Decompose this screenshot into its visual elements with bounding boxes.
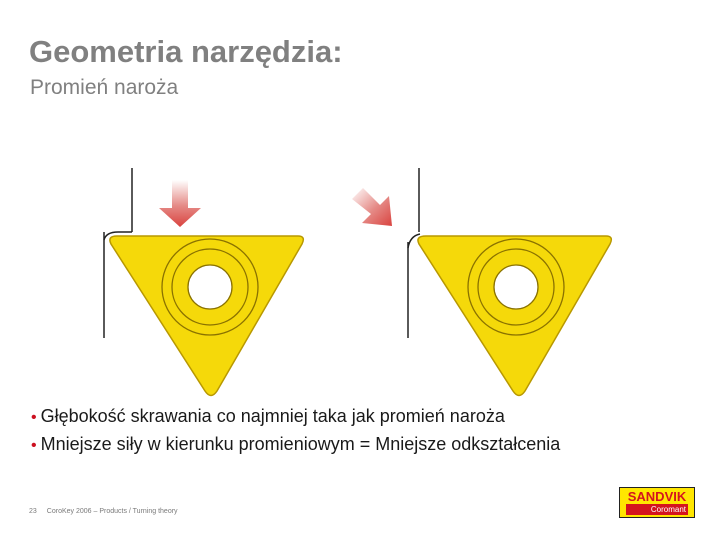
page-number: 23 — [29, 508, 37, 515]
feed-arrow-vertical — [159, 180, 201, 227]
sandvik-logo — [619, 487, 695, 518]
bullet-text: Głębokość skrawania co najmniej taka jak promień naroża — [40, 406, 505, 426]
insert-left-hole — [188, 265, 232, 309]
bullet-item — [31, 406, 560, 427]
logo-brand: SANDVIK — [627, 489, 687, 504]
logo-sub: Coromant — [626, 504, 688, 515]
bullet-item — [31, 434, 560, 455]
bullet-list — [31, 406, 560, 462]
footer — [29, 508, 178, 515]
feed-arrow-diagonal — [352, 188, 392, 226]
bullet-marker: • — [31, 437, 37, 454]
slide-title: Geometria narzędzia: — [29, 34, 343, 69]
bullet-text: Mniejsze siły w kierunku promieniowym = Mniejsze odkształcenia — [40, 434, 561, 454]
bullet-marker: • — [31, 409, 37, 426]
insert-right-hole — [494, 265, 538, 309]
insert-left-body — [110, 236, 303, 396]
insert-left — [110, 236, 303, 396]
insert-right-body — [418, 236, 611, 396]
slide-subtitle: Promień naroża — [30, 76, 179, 99]
insert-right — [418, 236, 611, 396]
footer-text: CoroKey 2006 – Products / Turning theory — [46, 508, 178, 515]
